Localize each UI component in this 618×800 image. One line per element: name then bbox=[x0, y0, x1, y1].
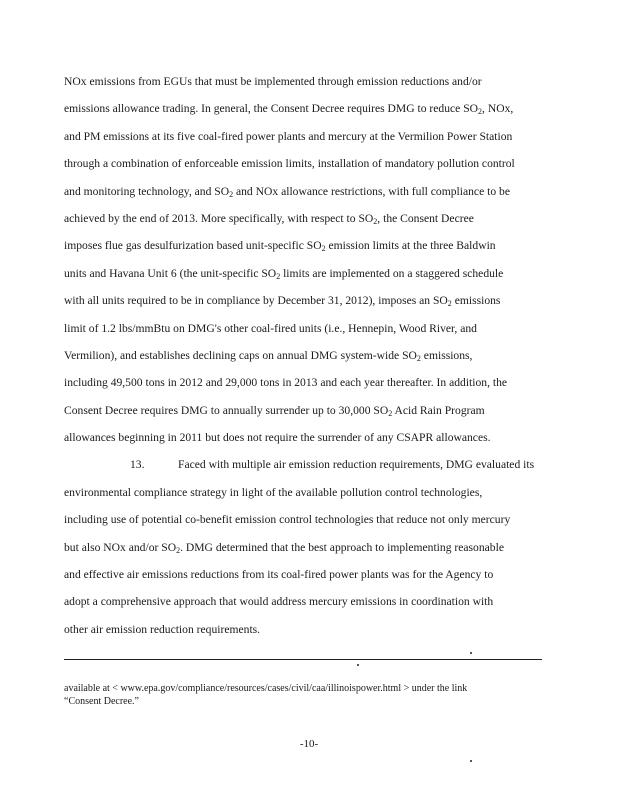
text-segment: other air emission reduction requirements. bbox=[64, 622, 261, 636]
text-segment: , the Consent Decree bbox=[377, 211, 474, 225]
subscript: 2 bbox=[478, 107, 483, 117]
subscript: 2 bbox=[447, 299, 452, 309]
text-line bbox=[64, 369, 548, 396]
paragraph-number: 13. bbox=[130, 458, 145, 472]
text-line bbox=[64, 561, 548, 588]
text-line bbox=[64, 232, 548, 259]
text-line bbox=[64, 588, 548, 615]
subscript: 2 bbox=[388, 408, 393, 418]
text-line bbox=[64, 506, 548, 533]
text-segment: NOx emissions from EGUs that must be implemented through emission reductions and/or bbox=[64, 75, 482, 88]
text-segment: limits are implemented on a staggered schedule bbox=[280, 266, 504, 280]
text-segment: environmental compliance strategy in light of the available pollution control technologies, bbox=[64, 485, 483, 499]
text-line bbox=[64, 205, 548, 232]
subscript: 2 bbox=[416, 353, 421, 363]
subscript: 2 bbox=[229, 189, 234, 199]
text-segment: , NOx, bbox=[482, 102, 514, 116]
text-line bbox=[64, 534, 548, 561]
text-segment: and monitoring technology, and SO bbox=[64, 184, 230, 198]
text-segment: but also NOx and/or SO bbox=[64, 540, 177, 554]
text-line bbox=[64, 616, 548, 643]
scan-speck bbox=[470, 760, 472, 762]
text-segment: Consent Decree requires DMG to annually surrender up to 30,000 SO bbox=[64, 403, 389, 417]
text-segment: and effective air emissions reductions from its coal-fired power plants was for the Agency to bbox=[64, 568, 494, 582]
text-segment: and NOx allowance restrictions, with full compliance to be bbox=[233, 184, 510, 198]
text-line bbox=[64, 479, 548, 506]
text-segment: Faced with multiple air emission reduction requirements, DMG evaluated its bbox=[178, 458, 535, 472]
text-segment: including 49,500 tons in 2012 and 29,000 tons in 2013 and each year thereafter. In addition, the bbox=[64, 376, 508, 390]
text-segment: Vermilion), and establishes declining caps on annual DMG system-wide SO bbox=[64, 348, 417, 362]
text-line bbox=[64, 95, 548, 122]
footnote bbox=[64, 682, 548, 708]
text-line bbox=[64, 397, 548, 424]
text-line bbox=[64, 451, 548, 478]
paragraph-continued bbox=[64, 68, 548, 451]
subscript: 2 bbox=[321, 244, 326, 254]
text-segment: limit of 1.2 lbs/mmBtu on DMG's other coal-fired units (i.e., Hennepin, Wood River, and bbox=[64, 321, 477, 335]
body-text bbox=[64, 68, 548, 643]
scan-speck bbox=[357, 664, 359, 666]
text-segment: Acid Rain Program bbox=[392, 403, 485, 417]
scan-speck bbox=[470, 652, 472, 654]
text-segment: emissions allowance trading. In general, the Consent Decree requires DMG to reduce SO bbox=[64, 102, 479, 116]
subscript: 2 bbox=[276, 271, 281, 281]
text-line bbox=[64, 150, 548, 177]
text-segment: and PM emissions at its five coal-fired power plants and mercury at the Vermilion Power Station bbox=[64, 129, 513, 143]
text-line bbox=[64, 123, 548, 150]
text-line bbox=[64, 260, 548, 287]
text-segment: emission limits at the three Baldwin bbox=[325, 239, 496, 253]
text-line bbox=[64, 424, 548, 451]
text-line bbox=[64, 315, 548, 342]
text-segment: imposes flue gas desulfurization based unit-specific SO bbox=[64, 239, 322, 253]
footnote-line-2: “Consent Decree.” bbox=[64, 696, 139, 707]
text-segment: including use of potential co-benefit emission control technologies that reduce not only mercury bbox=[64, 513, 511, 527]
text-segment: achieved by the end of 2013. More specifically, with respect to SO bbox=[64, 211, 374, 225]
page-number: -10- bbox=[299, 738, 319, 750]
text-line bbox=[64, 287, 548, 314]
footnote-separator bbox=[64, 659, 542, 660]
text-segment: through a combination of enforceable emission limits, installation of mandatory pollution control bbox=[64, 157, 515, 171]
text-segment: allowances beginning in 2011 but does not require the surrender of any CSAPR allowances. bbox=[64, 431, 491, 445]
paragraph-13 bbox=[64, 451, 548, 643]
subscript: 2 bbox=[373, 216, 378, 226]
text-segment: emissions bbox=[451, 294, 501, 308]
footnote-line-1: available at < www.epa.gov/compliance/resources/cases/civil/caa/illinoispower.html > under the link bbox=[64, 683, 468, 694]
text-line bbox=[64, 68, 548, 95]
subscript: 2 bbox=[176, 545, 181, 555]
text-segment: emissions, bbox=[420, 348, 473, 362]
text-line bbox=[64, 178, 548, 205]
text-segment: with all units required to be in compliance by December 31, 2012), imposes an SO bbox=[64, 294, 448, 308]
text-segment: . DMG determined that the best approach to implementing reasonable bbox=[180, 540, 504, 554]
text-segment: units and Havana Unit 6 (the unit-specific SO bbox=[64, 266, 277, 280]
text-segment: adopt a comprehensive approach that would address mercury emissions in coordination with bbox=[64, 595, 494, 609]
text-line bbox=[64, 342, 548, 369]
